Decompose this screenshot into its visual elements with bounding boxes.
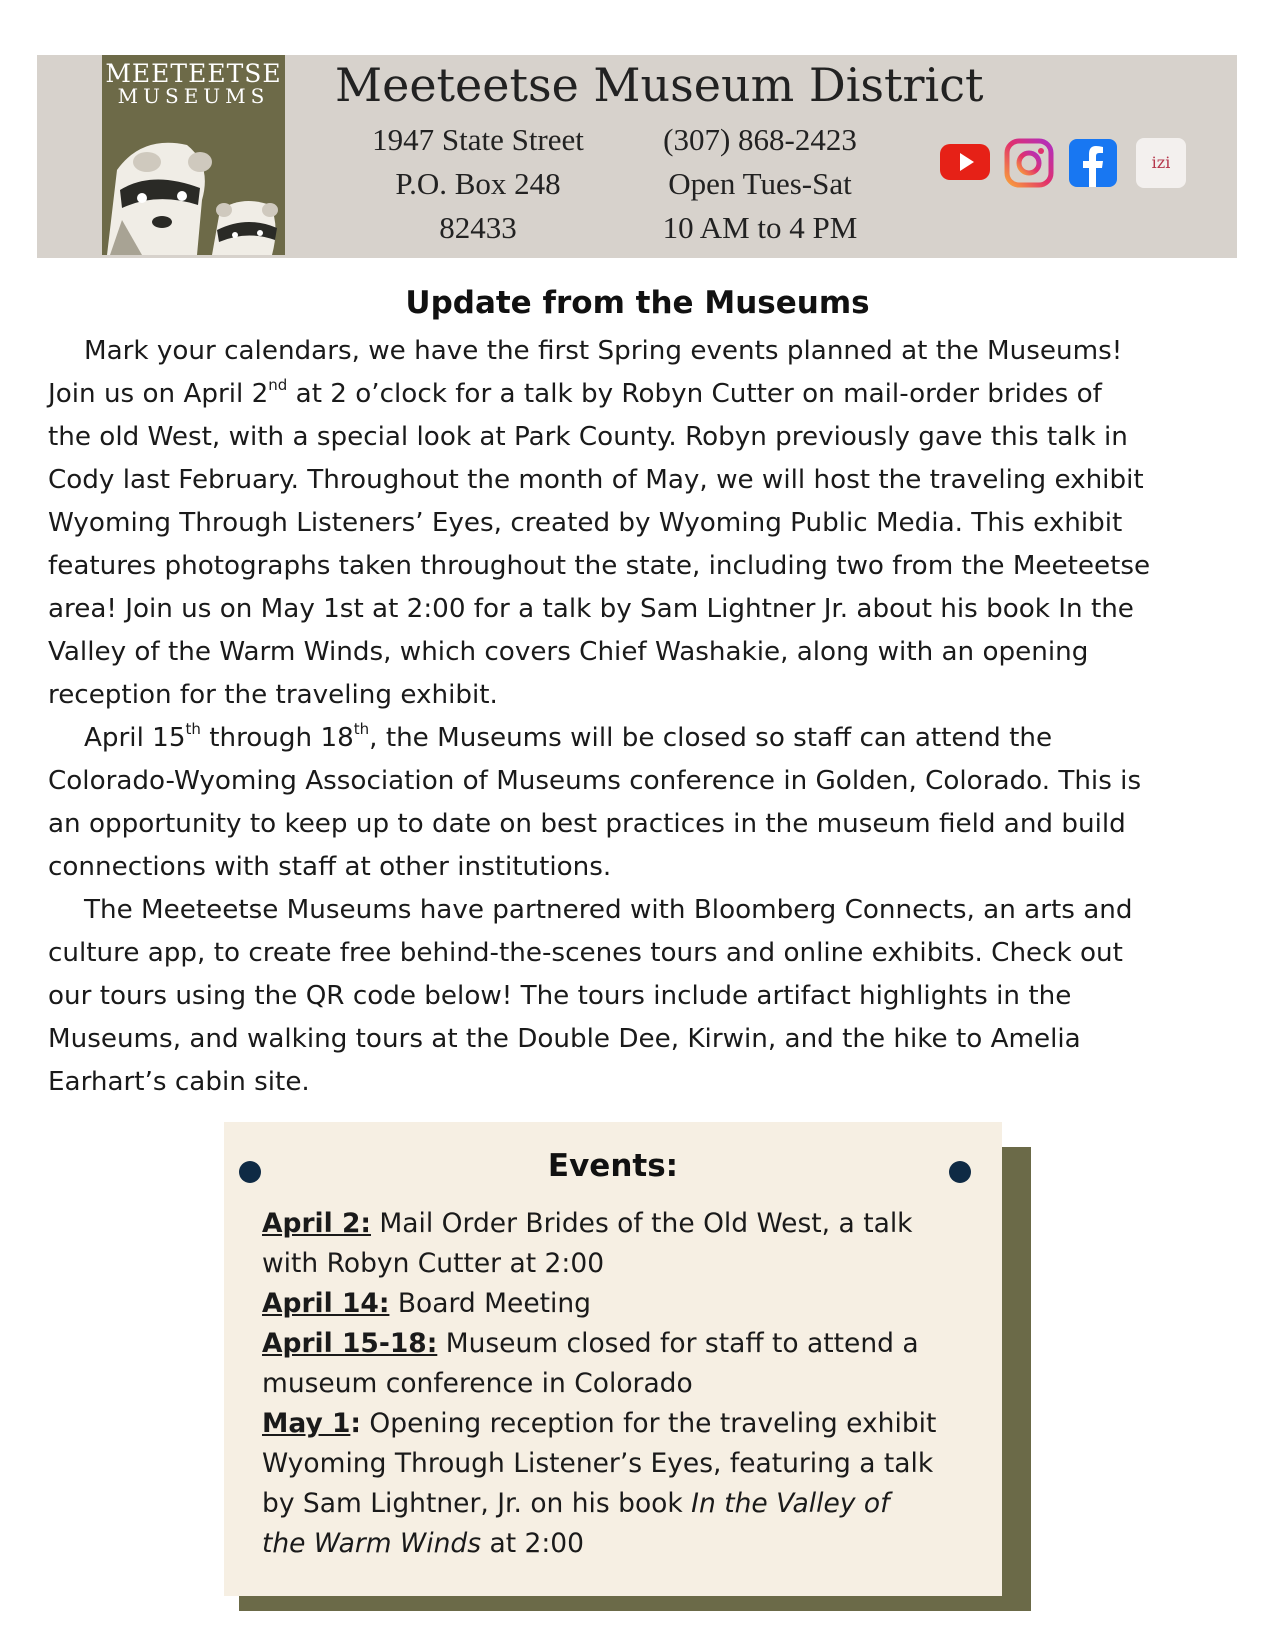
article-line: connections with staff at other institutions. [48,852,612,882]
article-line: our tours using the QR code below! The tours include artifact highlights in the [48,981,1072,1011]
event-text: with Robyn Cutter at 2:00 [262,1248,605,1279]
event-text: museum conference in Colorado [262,1368,693,1399]
event-item [262,1204,982,1244]
ferret-illustration [102,110,285,255]
superscript: th [353,720,370,738]
article-line [48,717,1248,760]
book-title: the Warm Winds [262,1528,482,1559]
event-text: by Sam Lightner, Jr. on his book [262,1488,692,1519]
article-body [48,330,1248,1104]
logo-line2: MUSEUMS [117,84,270,108]
event-text: Museum closed for staff to attend a [437,1328,919,1359]
superscript: nd [268,376,288,394]
article-line: features photographs taken throughout the state, including two from the Meeteetse [48,551,1151,581]
facebook-icon[interactable] [1068,138,1118,188]
article-line [48,373,1248,416]
text-span: through 18 [200,723,354,753]
article-line: Colorado-Wyoming Association of Museums conference in Golden, Colorado. This is [48,766,1142,796]
article-line: Earhart’s cabin site. [48,1067,310,1097]
event-text: at 2:00 [481,1528,585,1559]
event-item [262,1284,982,1324]
text-span: , the Museums will be closed so staff can attend the [369,723,1053,753]
article-line: Cody last February. Throughout the month of May, we will host the traveling exhibit [48,465,1144,495]
article-line: Wyoming Through Listeners’ Eyes, created by Wyoming Public Media. This exhibit [48,508,1123,538]
event-text: Wyoming Through Listener’s Eyes, featuring a talk [262,1448,934,1479]
logo-line1: MEETEETSE [105,59,282,88]
open-days: Open Tues-Sat [668,166,852,201]
event-date: April 2: [262,1208,371,1239]
event-item [262,1324,982,1364]
event-text-line [262,1524,982,1564]
article-title: Update from the Museums [405,285,870,321]
address-zip: 82433 [439,210,517,245]
superscript: th [185,720,201,738]
event-date: April 15-18: [262,1328,438,1359]
event-date: May 1 [262,1408,351,1439]
youtube-icon[interactable] [940,138,990,188]
izi-label: izi [1151,153,1171,172]
article-line: culture app, to create free behind-the-scenes tours and online exhibits. Check out [48,938,1123,968]
event-text: Board Meeting [389,1288,591,1319]
event-text-line [262,1484,982,1524]
text-span: at 2 o’clock for a talk by Robyn Cutter on mail-order brides of [287,379,1102,409]
address-block [348,118,608,250]
contact-block [630,118,890,250]
event-date: April 14: [262,1288,390,1319]
event-date-colon: : [350,1408,361,1439]
events-title: Events: [547,1148,679,1184]
open-hours: 10 AM to 4 PM [662,210,858,245]
logo-text [102,59,285,108]
article-line: Valley of the Warm Winds, which covers Chief Washakie, along with an opening [48,637,1089,667]
address-po-box: P.O. Box 248 [395,166,561,201]
article-line: reception for the traveling exhibit. [48,680,498,710]
site-title: Meeteetse Museum District [335,58,984,112]
museum-logo [102,55,285,255]
instagram-icon[interactable] [1004,138,1054,188]
event-text: Opening reception for the traveling exhibit [361,1408,937,1439]
text-span: Join us on April 2 [48,379,269,409]
text-span: April 15 [84,723,186,753]
article-line: the old West, with a special look at Park County. Robyn previously gave this talk in [48,422,1128,452]
izi-travel-icon[interactable] [1136,138,1186,188]
article-line: area! Join us on May 1st at 2:00 for a talk by Sam Lightner Jr. about his book In the [48,594,1134,624]
article-line: an opportunity to keep up to date on best practices in the museum field and build [48,809,1126,839]
events-list [262,1204,982,1564]
article-line: Mark your calendars, we have the first Spring events planned at the Museums! [84,336,1123,366]
article-line: Museums, and walking tours at the Double Dee, Kirwin, and the hike to Amelia [48,1024,1081,1054]
event-item [262,1404,982,1444]
article-line: The Meeteetse Museums have partnered with Bloomberg Connects, an arts and [84,895,1133,925]
event-text: Mail Order Brides of the Old West, a talk [370,1208,913,1239]
address-street: 1947 State Street [372,122,584,157]
book-title: In the Valley of [691,1488,890,1519]
phone-number: (307) 868-2423 [663,122,857,157]
